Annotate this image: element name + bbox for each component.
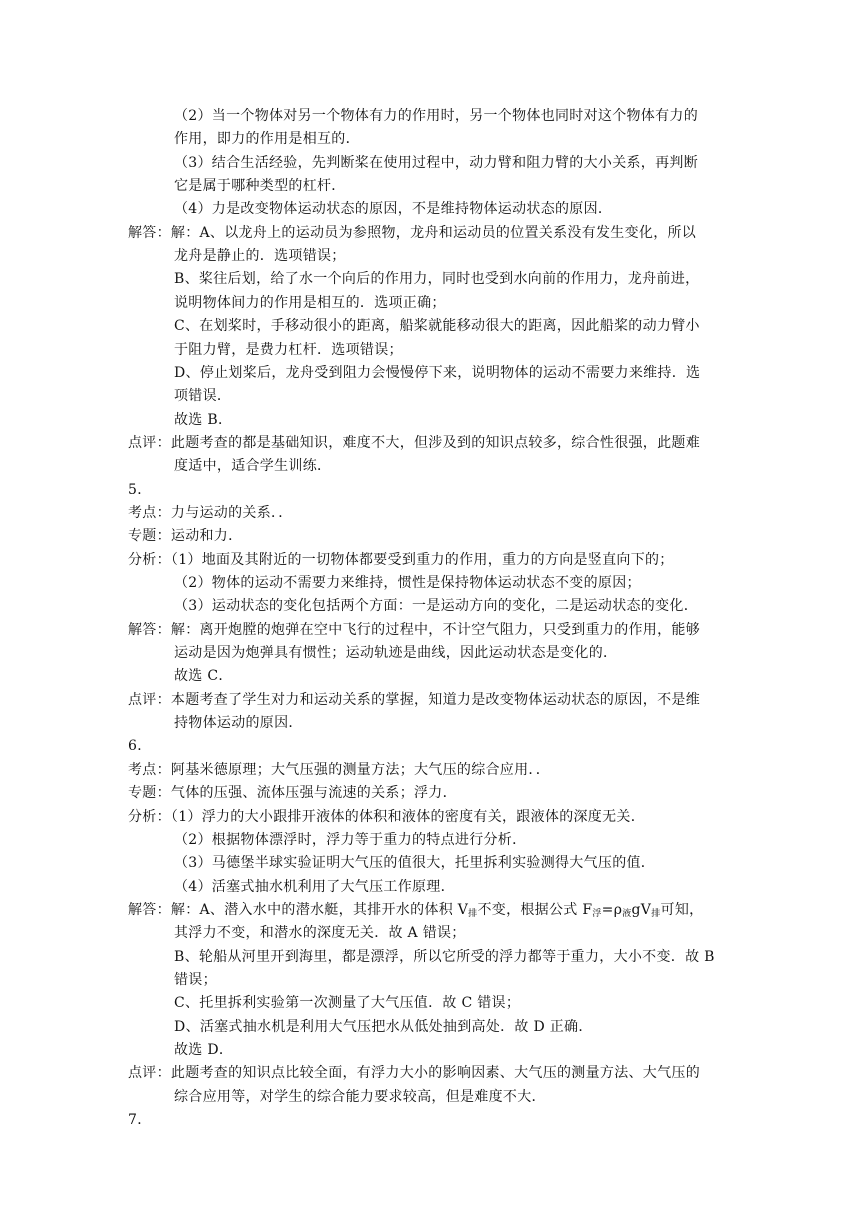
text-line: B、轮船从河里开到海里，都是漂浮，所以它所受的浮力都等于重力，大小不变．故 B	[174, 948, 715, 965]
text-line: 故选 C．	[174, 668, 233, 685]
text-line: 分析：（1）浮力的大小跟排开液体的体积和液体的密度有关，跟液体的深度无关．	[128, 808, 646, 825]
text-line: D、停止划桨后，龙舟受到阻力会慢慢停下来，说明物体的运动不需要力来维持．选	[174, 364, 701, 381]
text-line: 点评：此题考查的知识点比较全面，有浮力大小的影响因素、大气压的测量方法、大气压的	[128, 1065, 700, 1082]
text-line	[128, 900, 703, 920]
text-line: 分析：（1）地面及其附近的一切物体都要受到重力的作用，重力的方向是竖直向下的；	[128, 551, 674, 568]
text-line: 度适中，适合学生训练．	[174, 458, 332, 475]
text-line: D、活塞式抽水机是利用大气压把水从低处抽到高处．故 D 正确．	[174, 1018, 593, 1035]
text-line: 运动是因为炮弹具有惯性；运动轨迹是曲线，因此运动状态是变化的．	[174, 645, 618, 662]
text-line: （2）物体的运动不需要力来维持，惯性是保持物体运动状态不变的原因；	[174, 575, 641, 591]
text-line: 错误；	[174, 971, 217, 988]
text-line: 龙舟是静止的．选项错误；	[174, 248, 346, 265]
text-line: 专题：气体的压强、流体压强与流速的关系；浮力．	[128, 785, 457, 802]
text-line: 5．	[128, 481, 152, 498]
formula-subscript: 液	[622, 908, 632, 919]
formula-subscript: 浮	[592, 908, 602, 919]
text-line: C、托里拆利实验第一次测量了大气压值．故 C 错误；	[174, 995, 521, 1012]
text-line: （2）根据物体漂浮时，浮力等于重力的特点进行分析．	[174, 831, 527, 848]
text-line: （3）结合生活经验，先判断桨在使用过程中，动力臂和阻力臂的大小关系，再判断	[174, 154, 699, 171]
text-line: 专题：运动和力．	[128, 528, 243, 545]
text-line: 项错误．	[174, 388, 232, 405]
text-line: 故选 D．	[174, 1042, 234, 1058]
text-line: 点评：此题考查的都是基础知识，难度不大，但涉及到的知识点较多，综合性很强，此题难	[128, 434, 700, 451]
formula-text: 解答：解：A、潜入水中的潜水艇，其排开水的体积 V	[128, 901, 469, 918]
text-line: 综合应用等，对学生的综合能力要求较高，但是难度不大．	[174, 1088, 546, 1105]
text-line: 解答：解：A、以龙舟上的运动员为参照物，龙舟和运动员的位置关系没有发生变化，所以	[128, 224, 697, 241]
text-line: 考点：力与运动的关系．．	[128, 504, 293, 521]
formula-text: =ρ	[601, 901, 623, 918]
formula-subscript: 排	[468, 908, 478, 919]
text-line: 故选 B．	[174, 411, 233, 428]
text-line: （2）当一个物体对另一个物体有力的作用时，另一个物体也同时对这个物体有力的	[174, 108, 699, 124]
text-line: 解答：解：离开炮膛的炮弹在空中飞行的过程中，不计空气阻力，只受到重力的作用，能够	[128, 621, 700, 638]
text-line: 7．	[128, 1112, 152, 1129]
text-line: 6．	[128, 738, 152, 755]
text-line: 于阻力臂，是费力杠杆．选项错误；	[174, 341, 403, 358]
formula-subscript: 排	[651, 908, 661, 919]
text-line: 持物体运动的原因．	[174, 715, 303, 732]
text-line: B、桨往后划，给了水一个向后的作用力，同时也受到水向前的作用力，龙舟前进，	[174, 271, 700, 288]
text-line: 说明物体间力的作用是相互的．选项正确；	[174, 294, 446, 311]
formula-text: gV	[631, 901, 652, 918]
formula-text: 不变，根据公式 F	[477, 901, 593, 918]
formula-text: 可知，	[660, 901, 704, 918]
text-line: 点评：本题考查了学生对力和运动关系的掌握，知道力是改变物体运动状态的原因，不是维	[128, 691, 700, 708]
text-line: 其浮力不变，和潜水的深度无关．故 A 错误；	[174, 925, 466, 942]
text-line: 它是属于哪种类型的杠杆．	[174, 178, 346, 195]
text-line: （3）运动状态的变化包括两个方面：一是运动方向的变化，二是运动状态的变化．	[174, 598, 699, 615]
text-line: 考点：阿基米德原理；大气压强的测量方法；大气压的综合应用．．	[128, 761, 550, 778]
text-line: （4）力是改变物体运动状态的原因，不是维持物体运动状态的原因．	[174, 201, 613, 218]
text-line: 作用，即力的作用是相互的．	[174, 131, 360, 148]
text-line: C、在划桨时，手移动很小的距离，船桨就能移动很大的距离，因此船桨的动力臂小	[174, 318, 700, 335]
text-line: （3）马德堡半球实验证明大气压的值很大，托里拆利实验测得大气压的值．	[174, 855, 656, 872]
text-line: （4）活塞式抽水机利用了大气压工作原理．	[174, 878, 455, 895]
